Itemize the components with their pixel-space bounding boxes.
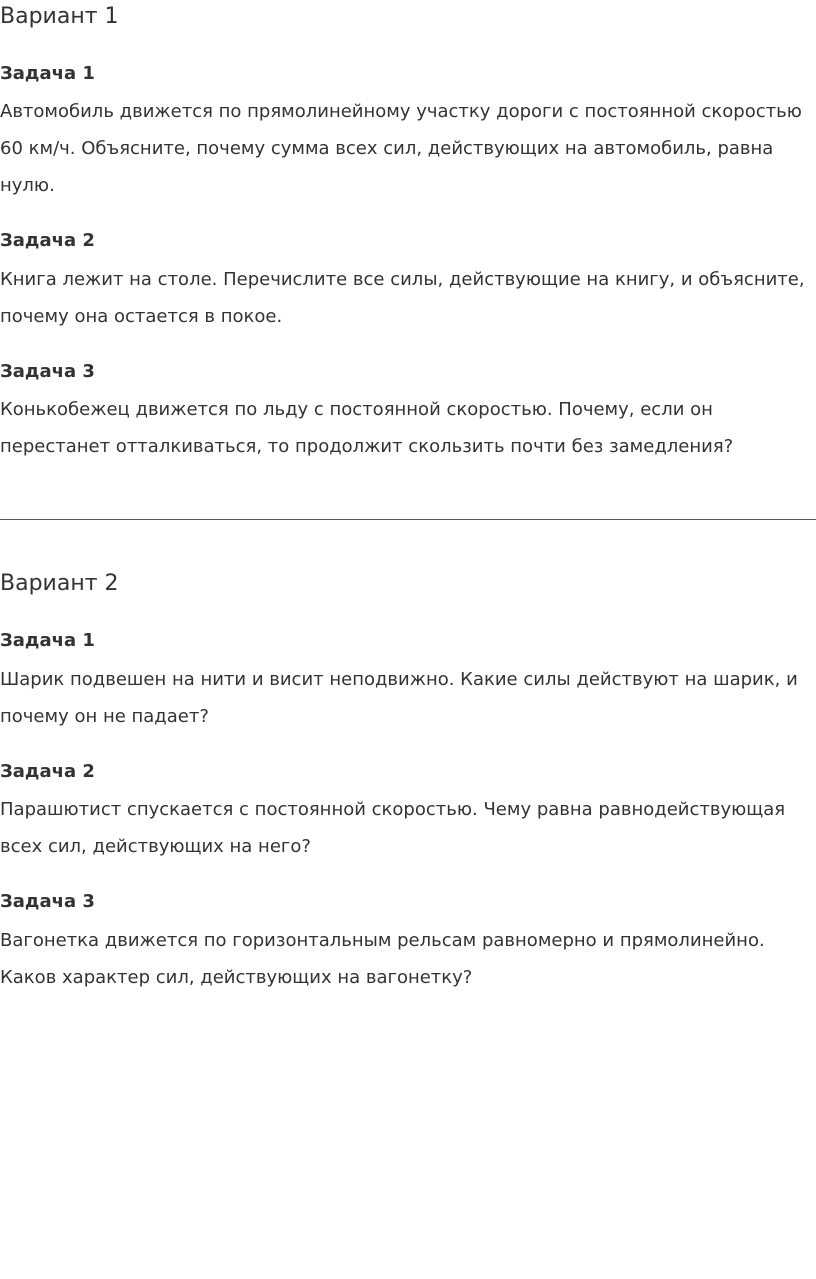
text-line: нулю. — [0, 175, 55, 196]
text-line: почему она остается в покое. — [0, 306, 283, 327]
text-line: всех сил, действующих на него? — [0, 836, 311, 857]
variant-2-task-3-title: Задача 3 — [0, 891, 95, 912]
variant-1-task-3-text — [0, 391, 812, 465]
variant-1-task-2-title: Задача 2 — [0, 230, 95, 251]
variant-1-task-1-title: Задача 1 — [0, 63, 95, 84]
text-line: Парашютист спускается с постоянной скоростью. Чему равна равнодействующая — [0, 799, 786, 820]
text-line: почему он не падает? — [0, 706, 209, 727]
text-line: Книга лежит на столе. Перечислите все силы, действующие на книгу, и объясните, — [0, 269, 805, 290]
text-line: Вагонетка движется по горизонтальным рельсам равномерно и прямолинейно. — [0, 930, 765, 951]
variant-1-title: Вариант 1 — [0, 4, 119, 29]
variant-2-task-1-text — [0, 661, 812, 735]
text-line: перестанет отталкиваться, то продолжит скользить почти без замедления? — [0, 436, 734, 457]
variant-1-task-3-title: Задача 3 — [0, 361, 95, 382]
variant-2-task-2-title: Задача 2 — [0, 761, 95, 782]
text-line: Конькобежец движется по льду с постоянной скоростью. Почему, если он — [0, 399, 713, 420]
variant-2-task-2-text — [0, 791, 812, 865]
variant-2-title: Вариант 2 — [0, 571, 119, 596]
variant-2-task-1-title: Задача 1 — [0, 630, 95, 651]
text-line: 60 км/ч. Объясните, почему сумма всех сил, действующих на автомобиль, равна — [0, 138, 774, 159]
variant-2-task-3-text — [0, 922, 812, 996]
variant-1-task-2-text — [0, 261, 812, 335]
text-line: Шарик подвешен на нити и висит неподвижно. Какие силы действуют на шарик, и — [0, 669, 798, 690]
text-line: Автомобиль движется по прямолинейному участку дороги с постоянной скоростью — [0, 101, 802, 122]
variant-divider — [0, 519, 816, 520]
text-line: Каков характер сил, действующих на вагонетку? — [0, 967, 473, 988]
variant-1-task-1-text — [0, 93, 812, 204]
